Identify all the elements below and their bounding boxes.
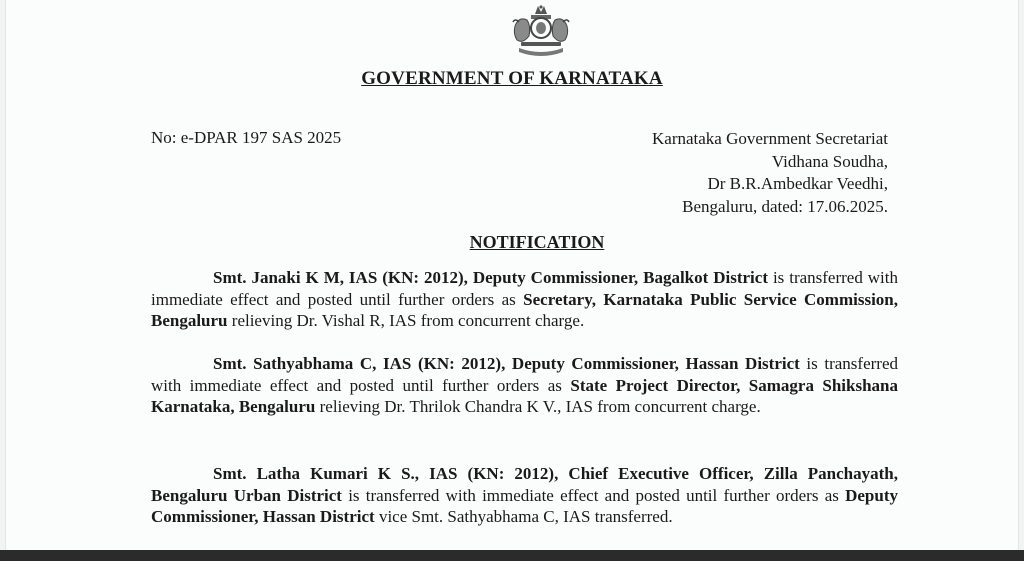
paragraph-text: vice Smt. Sathyabhama C, IAS transferred. — [374, 507, 673, 526]
paragraph-text: relieving Dr. Thrilok Chandra K V., IAS from concurrent charge. — [315, 397, 761, 416]
reference-number: No: e-DPAR 197 SAS 2025 — [151, 128, 342, 147]
government-title: GOVERNMENT OF KARNATAKA — [361, 68, 663, 89]
officer-name: Smt. Sathyabhama C, IAS (KN: 2012), Deputy Commissioner, Hassan District — [213, 354, 800, 373]
address-line-1: Karnataka Government Secretariat — [652, 129, 888, 148]
paragraph-text: is transferred with immediate effect and posted until further orders as — [341, 485, 846, 505]
address-line-4: Bengaluru, dated: 17.06.2025. — [682, 196, 888, 216]
posted-as: State Project Director, Samagra Shikshana Karnataka, Bengaluru — [151, 375, 898, 416]
notification-paragraph — [151, 267, 898, 332]
notification-paragraph — [151, 463, 898, 528]
officer-name: Smt. Latha Kumari K S., IAS (KN: 2012), Chief Executive Officer, Zilla Panchayath, Bengaluru Urban District — [151, 464, 898, 505]
state-emblem-icon — [509, 4, 573, 60]
posted-as: Secretary, Karnataka Public Service Commission, Bengaluru — [151, 289, 899, 330]
bottom-edge-bar — [0, 550, 1024, 561]
paragraph-text: is transferred with immediate effect and posted until further orders as — [151, 354, 898, 395]
officer-name: Smt. Janaki K M, IAS (KN: 2012), Deputy Commissioner, Bagalkot District — [213, 268, 768, 287]
posted-as: Deputy Commissioner, Hassan District — [151, 485, 898, 526]
document-page — [6, 0, 1018, 550]
paragraph-text: relieving Dr. Vishal R, IAS from concurrent charge. — [227, 311, 585, 330]
address-line-3: Dr B.R.Ambedkar Veedhi, — [707, 174, 888, 193]
paragraph-text: is transferred with immediate effect and posted until further orders as — [151, 268, 899, 309]
notification-title: NOTIFICATION — [469, 232, 605, 252]
address-block — [652, 128, 888, 218]
notification-paragraph — [151, 353, 898, 418]
address-line-2: Vidhana Soudha, — [771, 151, 888, 171]
